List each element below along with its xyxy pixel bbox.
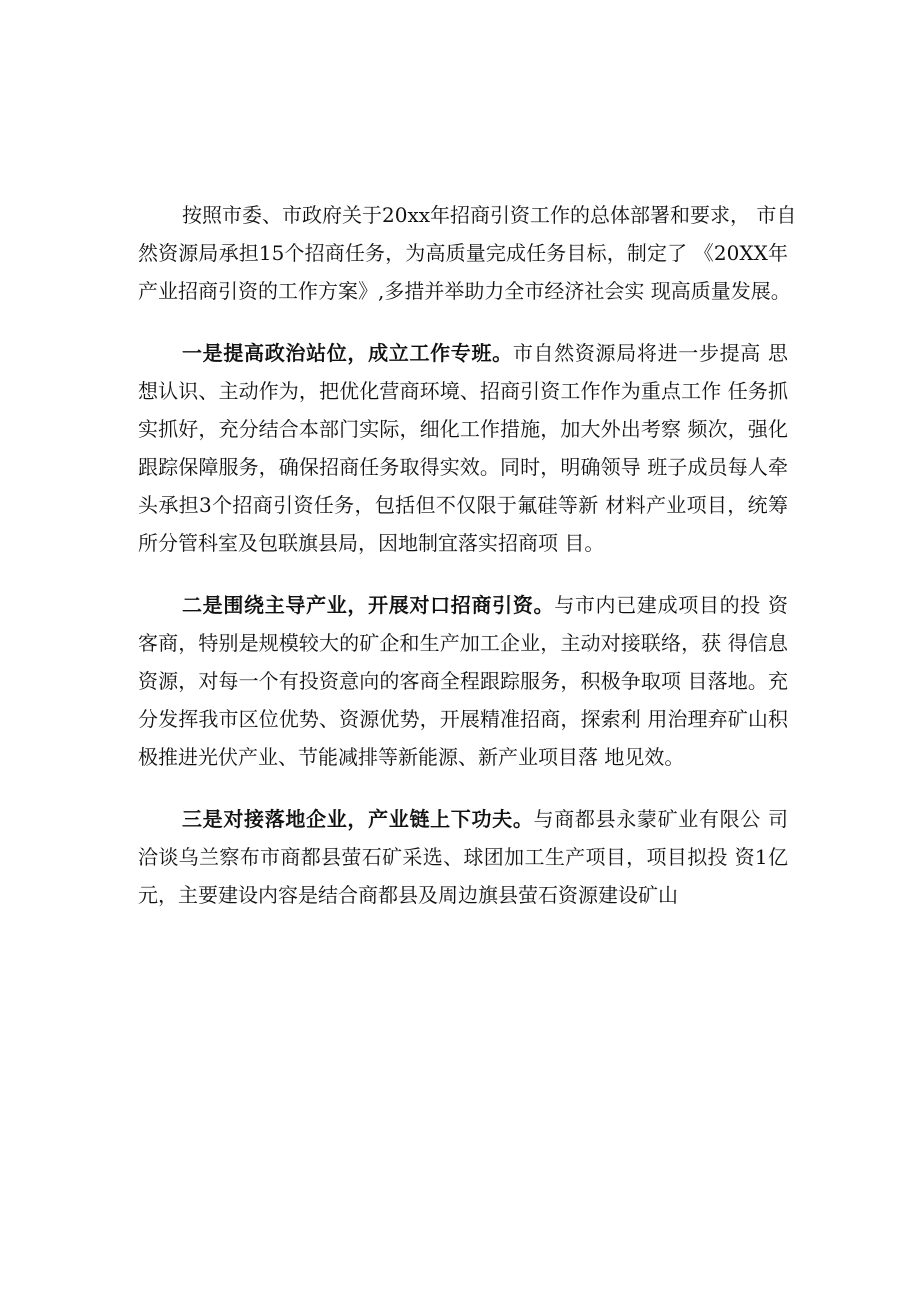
paragraph-first-line xyxy=(138,800,788,838)
paragraph-line: 极推进光伏产业、节能减排等新能源、新产业项目落 地见效。 xyxy=(138,745,685,769)
paragraph-line: 所分管科室及包联旗县局，因地制宜落实招商项 目。 xyxy=(138,531,605,555)
paragraph-line: 客商，特别是规模较大的矿企和生产加工企业，主动对接联络，获 得信息 xyxy=(138,631,788,655)
paragraph-industry-chain xyxy=(138,800,788,914)
paragraph-heading: 一是提高政治站位，成立工作专班。 xyxy=(182,341,513,365)
paragraph-first-line xyxy=(138,586,788,624)
paragraph-heading: 三是对接落地企业，产业链上下功夫。 xyxy=(182,807,534,831)
paragraph-intro xyxy=(138,196,797,310)
paragraph-line: 跟踪保障服务，确保招商任务取得实效。同时，明确领导 班子成员每人牵 xyxy=(138,455,788,479)
document-body xyxy=(138,196,797,938)
paragraph-first-line-rest: 与商都县永蒙矿业有限公 司 xyxy=(533,807,789,831)
paragraph-line: 元，主要建设内容是结合商都县及周边旗县萤石资源建设矿山 xyxy=(138,883,678,907)
paragraph-line: 然资源局承担15个招商任务，为高质量完成任务目标，制定了 《20XX年 xyxy=(138,241,788,265)
paragraph-political-stance xyxy=(138,334,788,562)
paragraph-line: 想认识、主动作为，把优化营商环境、招商引资工作作为重点工作 任务抓 xyxy=(138,379,788,403)
paragraph-leading-industry xyxy=(138,586,788,776)
paragraph-first-line-rest: 与市内已建成项目的投 资 xyxy=(554,593,789,617)
paragraph-line: 按照市委、市政府关于20xx年招商引资工作的总体部署和要求， 市自 xyxy=(182,203,797,227)
paragraph-line: 分发挥我市区位优势、资源优势，开展精准招商，探索利 用治理弃矿山积 xyxy=(138,707,788,731)
paragraph-line: 实抓好，充分结合本部门实际，细化工作措施，加大外出考察 频次，强化 xyxy=(138,417,788,441)
paragraph-line: 资源，对每一个有投资意向的客商全程跟踪服务，积极争取项 目落地。充 xyxy=(138,669,788,693)
paragraph-first-line-rest: 市自然资源局将进一步提高 思 xyxy=(512,341,789,365)
paragraph-first-line xyxy=(138,334,788,372)
paragraph-line: 洽谈乌兰察布市商都县萤石矿采选、球团加工生产项目，项目拟投 资1亿 xyxy=(138,845,788,869)
paragraph-heading: 二是围绕主导产业，开展对口招商引资。 xyxy=(182,593,555,617)
paragraph-line: 头承担3个招商引资任务，包括但不仅限于氟硅等新 材料产业项目，统筹 xyxy=(138,493,788,517)
paragraph-line: 产业招商引资的工作方案》,多措并举助力全市经济社会实 现高质量发展。 xyxy=(138,279,791,303)
